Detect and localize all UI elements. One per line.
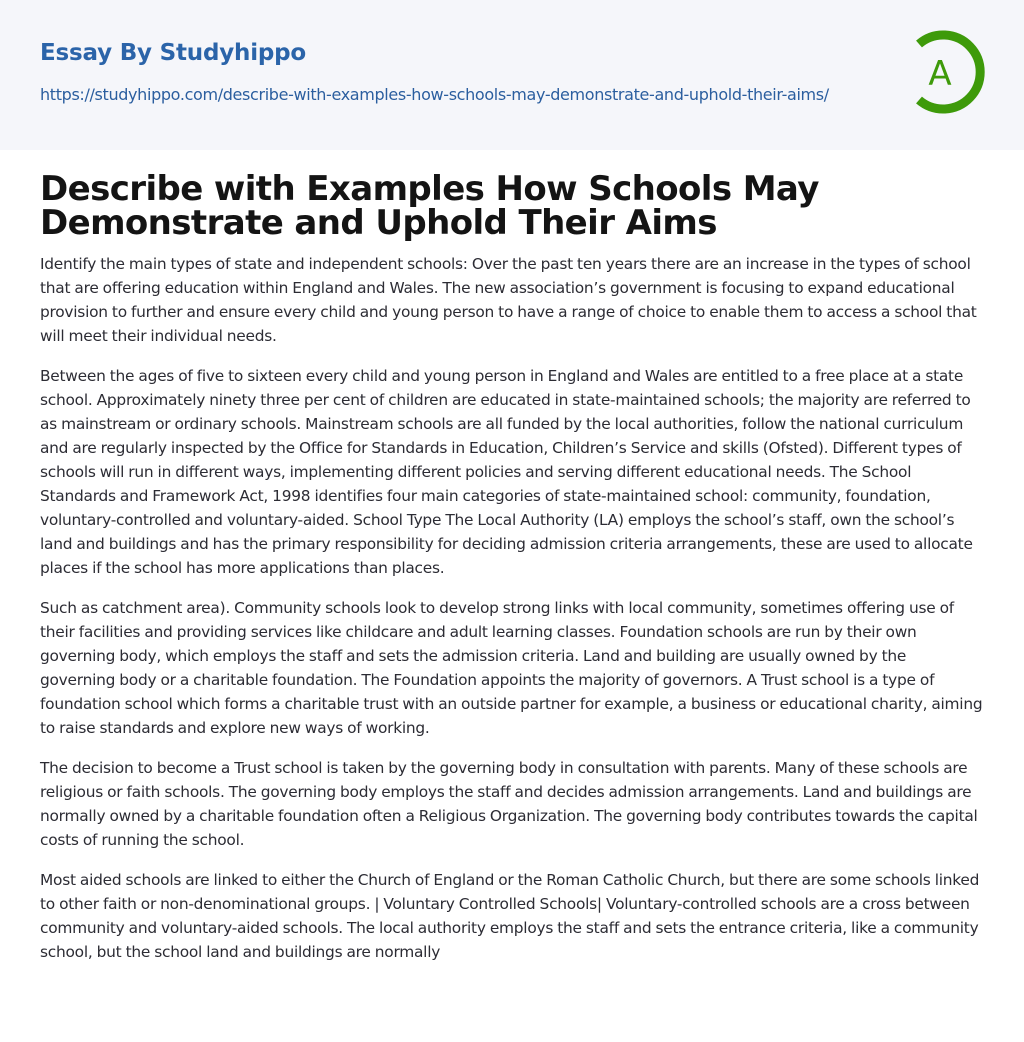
logo-letter: A — [928, 54, 952, 94]
logo-ring-icon — [912, 30, 986, 114]
site-header — [0, 0, 1024, 150]
brand-title: Essay By Studyhippo — [40, 40, 307, 66]
essay-paragraph: The decision to become a Trust school is taken by the governing body in consultation with parents. Many of these schools are religious or faith schools. The governing body employs the staff and decides admission arrangements. Land and buildings are normally owned by a charitable foundation often a Religious Organization. The governing body contributes towards the capital costs of running the school. — [40, 759, 978, 849]
essay-url-link[interactable]: https://studyhippo.com/describe-with-examples-how-schools-may-demonstrate-and-uphold-their-aims/ — [40, 85, 829, 104]
essay-paragraph: Between the ages of five to sixteen every child and young person in England and Wales are entitled to a free place at a state school. Approximately ninety three per cent of children are educated in state-maintained schools; the majority are referred to as mainstream or ordinary schools. Mainstream schools are all funded by the local authorities, follow the national curriculum and are regularly inspected by the Office for Standards in Education, Children’s Service and skills (Ofsted). Different types of schools will run in different ways, implementing different policies and serving different educational needs. The School Standards and Framework Act, 1998 identifies four main categories of state-maintained school: community, foundation, voluntary-controlled and voluntary-aided. School Type The Local Authority (LA) employs the school’s staff, own the school’s land and buildings and has the primary responsibility for deciding admission criteria arrangements, these are used to allocate places if the school has more applications than places. — [40, 367, 973, 577]
essay-content — [0, 169, 1024, 964]
studyhippo-logo[interactable] — [912, 30, 986, 114]
essay-paragraph: Most aided schools are linked to either the Church of England or the Roman Catholic Church, but there are some schools linked to other faith or non-denominational groups. | Voluntary Controlled Schools| Voluntary-controlled schools are a cross between community and voluntary-aided schools. The local authority employs the staff and sets the entrance criteria, like a community school, but the school land and buildings are normally — [40, 871, 980, 961]
essay-paragraph: Identify the main types of state and independent schools: Over the past ten years there are an increase in the types of school that are offering education within England and Wales. The new association’s government is focusing to expand educational provision to further and ensure every child and young person to have a range of choice to enable them to access a school that will meet their individual needs. — [40, 255, 977, 345]
essay-paragraph: Such as catchment area). Community schools look to develop strong links with local community, sometimes offering use of their facilities and providing services like childcare and adult learning classes. Foundation schools are run by their own governing body, which employs the staff and sets the admission criteria. Land and building are usually owned by the governing body or a charitable foundation. The Foundation appoints the majority of governors. A Trust school is a type of foundation school which forms a charitable trust with an outside partner for example, a business or educational charity, aiming to raise standards and explore new ways of working. — [40, 599, 983, 737]
essay-title: Describe with Examples How Schools May Demonstrate and Uphold Their Aims — [40, 169, 819, 243]
